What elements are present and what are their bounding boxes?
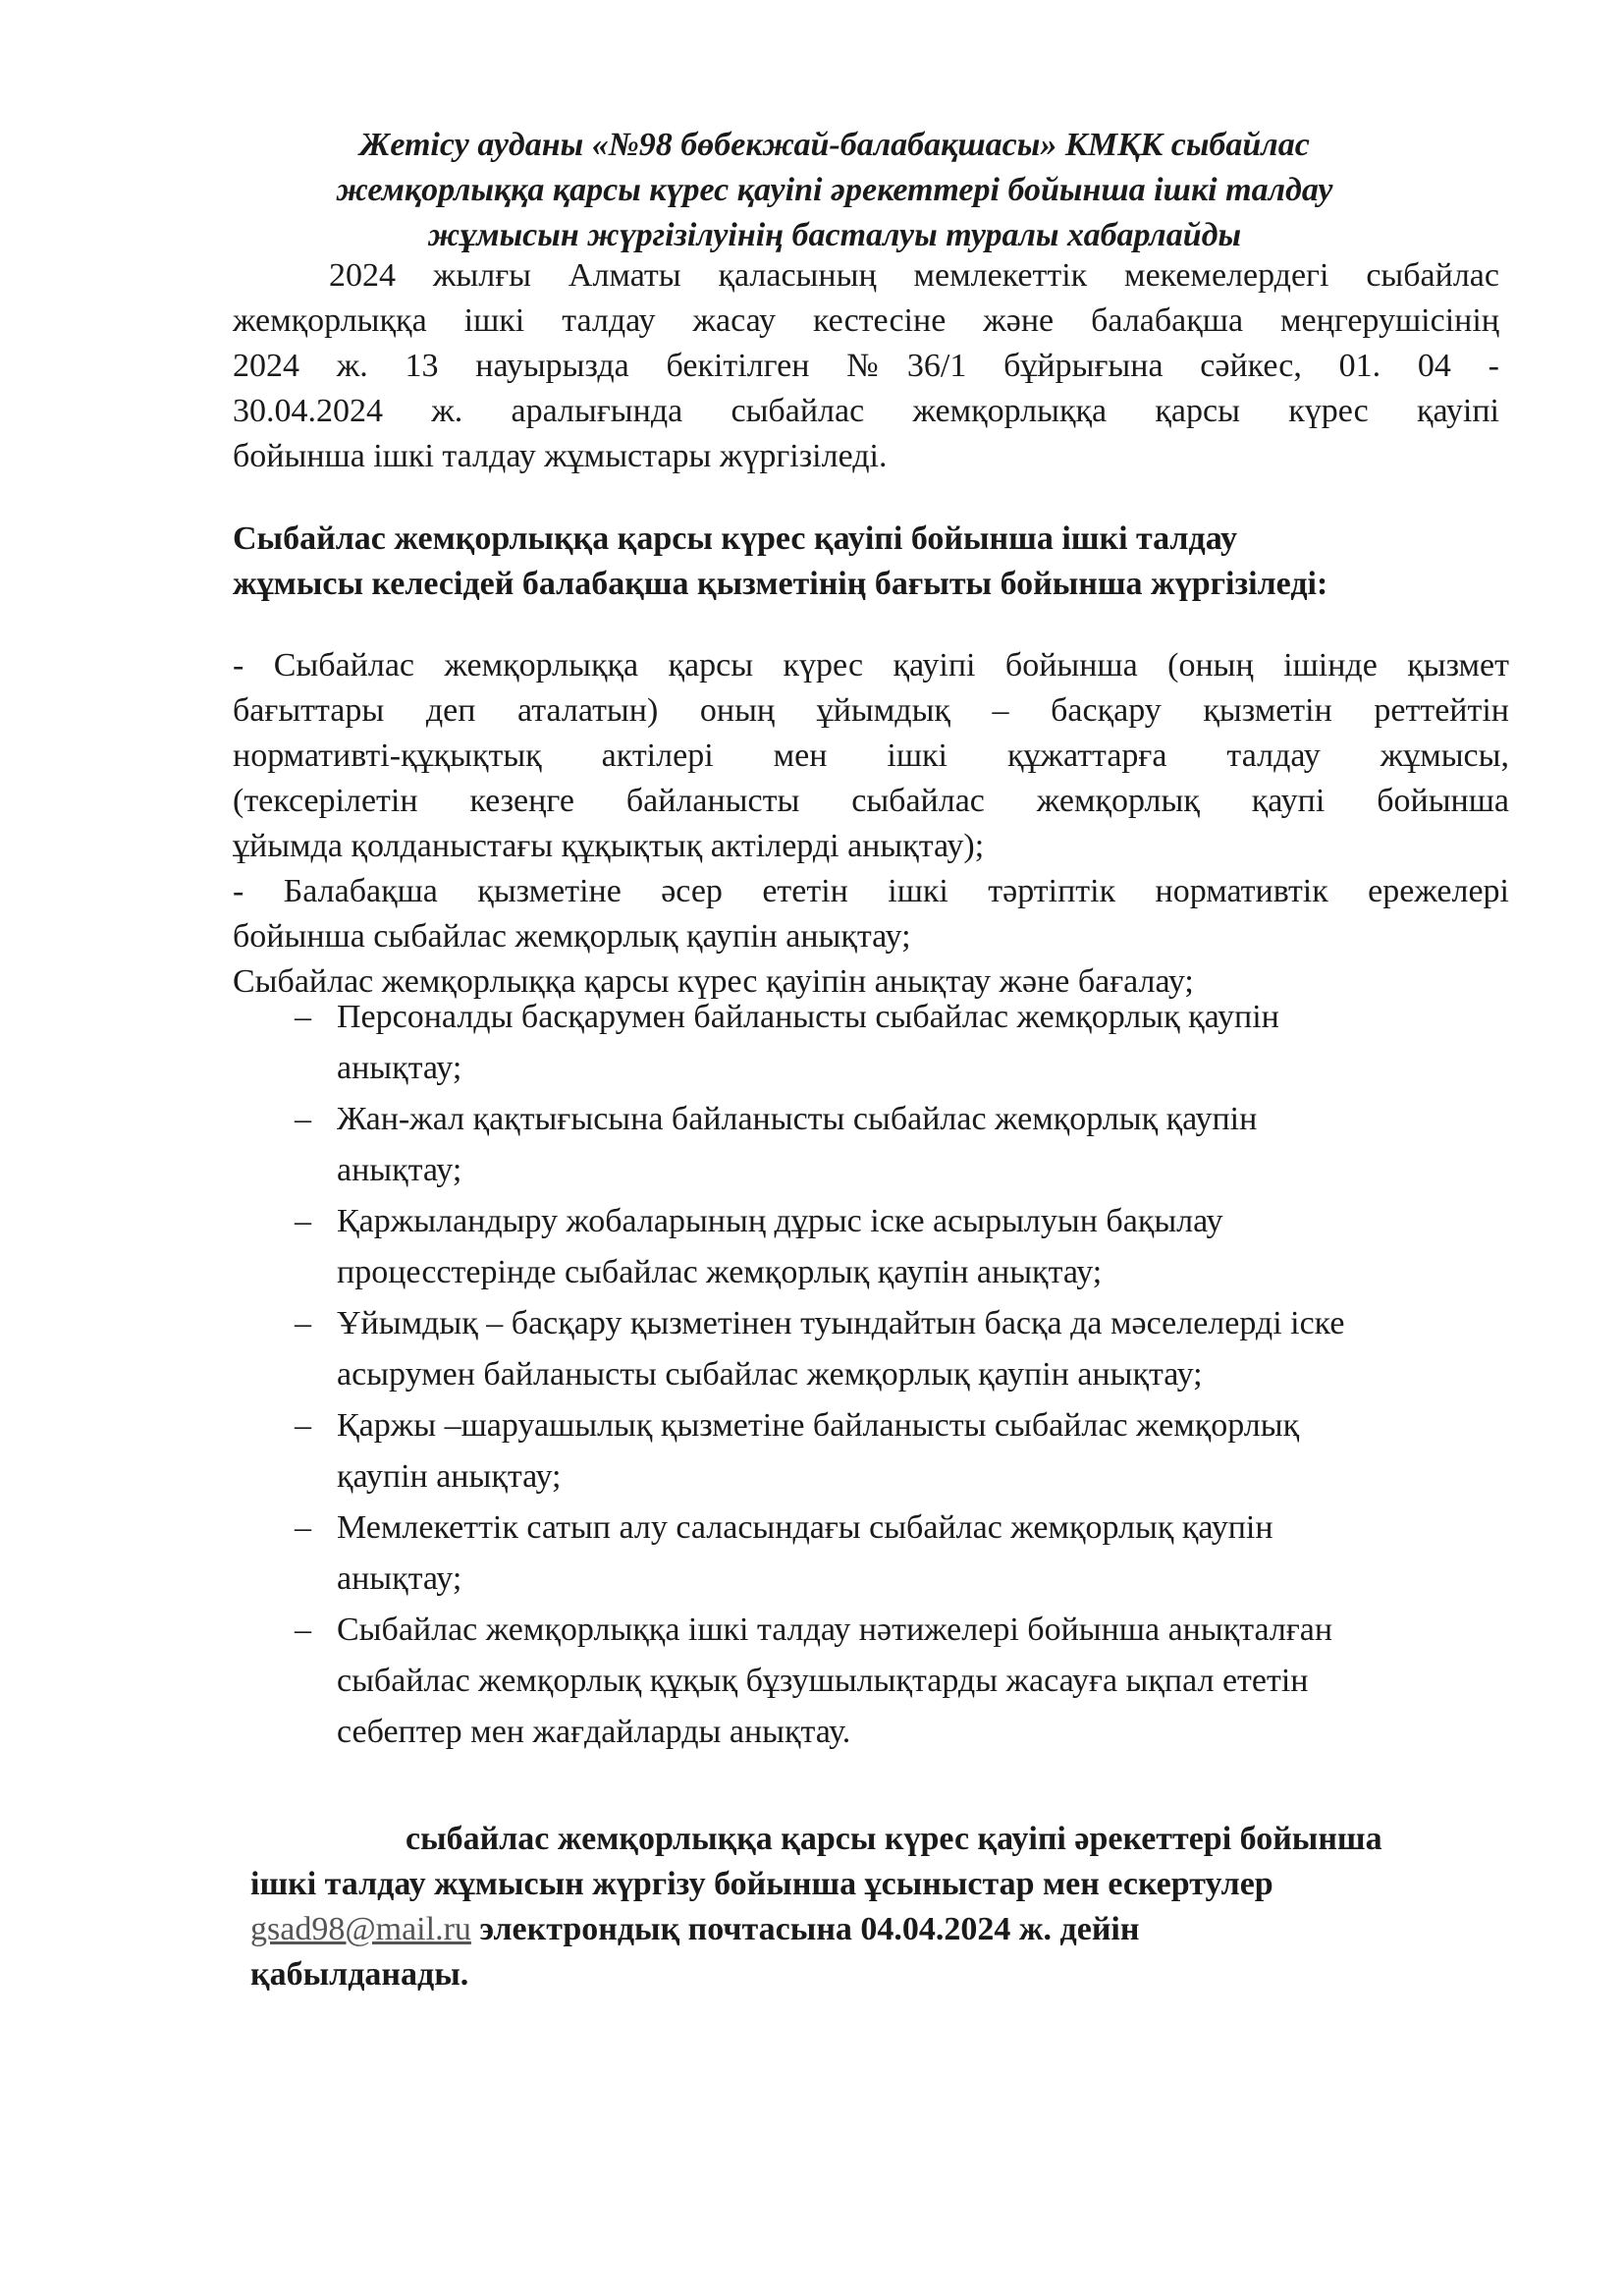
footer-line: сыбайлас жемқорлыққа қарсы күрес қауіпі әрекеттері бойынша (406, 1821, 1382, 1857)
title-line: Жетісу ауданы «№98 бөбекжай-балабақшасы» КМҚК сыбайлас (359, 127, 1310, 163)
body-line: бойынша сыбайлас жемқорлық қаупін анықтау; (233, 918, 911, 955)
body-line: - Балабақша қызметіне әсер ететін ішкі тәртіптік нормативтік ережелері (233, 873, 1509, 909)
intro-line: бойынша ішкі талдау жұмыстары жүргізіледі. (233, 438, 888, 474)
dash-bullet: – (295, 1407, 311, 1444)
heading-line: Сыбайлас жемқорлыққа қарсы күрес қауіпі бойынша ішкі талдау (233, 520, 1237, 557)
body-line: - Сыбайлас жемқорлыққа қарсы күрес қауіпі бойынша (оның ішінде қызмет (233, 647, 1509, 683)
body-line: Сыбайлас жемқорлыққа қарсы күрес қауіпін анықтау және бағалау; (233, 963, 1194, 1000)
footer-line: қабылданады. (250, 1956, 469, 1993)
heading-line: жұмысы келесідей балабақша қызметінің бағыты бойынша жүргізіледі: (233, 566, 1328, 602)
body-paragraph (233, 643, 1509, 1005)
title-line: жемқорлыққа қарсы күрес қауіпі әрекеттері бойынша ішкі талдау (336, 172, 1333, 208)
list-item: – Мемлекеттік сатып алу саласындағы сыбайлас жемқорлық қаупін анықтау; (295, 1503, 1522, 1605)
body-line: (тексерілетін кезеңге байланысты сыбайлас жемқорлық қаупі бойынша (233, 783, 1509, 819)
section-heading (233, 517, 1509, 607)
footer-line-rest: электрондық почтасына 04.04.2024 ж. дейін (470, 1911, 1140, 1947)
intro-line: 2024 жылғы Алматы қаласының мемлекеттік мекемелердегі сыбайлас (329, 257, 1499, 294)
intro-paragraph (233, 253, 1499, 479)
body-line: ұйымда қолданыстағы құқықтық актілерді анықтау); (233, 828, 985, 864)
email-link[interactable]: gsad98@mail.ru (250, 1911, 471, 1947)
dash-bullet: – (295, 1612, 311, 1648)
footer-notice (250, 1817, 1527, 1997)
bullet-list (295, 992, 1522, 1758)
list-item: – Ұйымдық – басқару қызметінен туындайтын басқа да мәселелерді іске асырумен байланысты сыбайлас жемқорлық қаупін анықтау; (295, 1298, 1522, 1400)
body-line: бағыттары деп аталатын) оның ұйымдық – басқару қызметін реттейтін (233, 692, 1509, 729)
dash-bullet: – (295, 1305, 311, 1341)
body-line: нормативті-құқықтық актілері мен ішкі құжаттарға талдау жұмысы, (233, 738, 1509, 774)
intro-line: 2024 ж. 13 науырызда бекітілген №36/1 бұйрығына сәйкес, 01. 04 - (233, 348, 1499, 384)
list-item: – Персоналды басқарумен байланысты сыбайлас жемқорлық қаупін анықтау; (295, 992, 1522, 1094)
dash-bullet: – (295, 1203, 311, 1239)
document-title (236, 123, 1434, 258)
list-item: – Жан-жал қақтығысына байланысты сыбайлас жемқорлық қаупін анықтау; (295, 1094, 1522, 1196)
intro-line: 30.04.2024 ж. аралығында сыбайлас жемқорлыққа қарсы күрес қауіпі (233, 393, 1499, 429)
dash-bullet: – (295, 999, 311, 1035)
footer-line: ішкі талдау жұмысын жүргізу бойынша ұсыныстар мен ескертулер (250, 1866, 1273, 1902)
dash-bullet: – (295, 1509, 311, 1546)
list-item: – Қаржыландыру жобаларының дұрыс іске асырылуын бақылау процесстерінде сыбайлас жемқорлық қаупін анықтау; (295, 1196, 1522, 1298)
intro-line: жемқорлыққа ішкі талдау жасау кестесіне және балабақша меңгерушісінің (233, 302, 1499, 339)
list-item: – Қаржы –шаруашылық қызметіне байланысты сыбайлас жемқорлық қаупін анықтау; (295, 1400, 1522, 1503)
footer-line (250, 1907, 1527, 1952)
title-line: жұмысын жүргізілуінің басталуы туралы хабарлайды (427, 217, 1242, 253)
dash-bullet: – (295, 1101, 311, 1137)
list-item: – Сыбайлас жемқорлыққа ішкі талдау нәтижелері бойынша анықталған сыбайлас жемқорлық құқық бұзушылықтарды жасауға ықпал ететін себептер мен жағдайларды анықтау. (295, 1605, 1522, 1758)
